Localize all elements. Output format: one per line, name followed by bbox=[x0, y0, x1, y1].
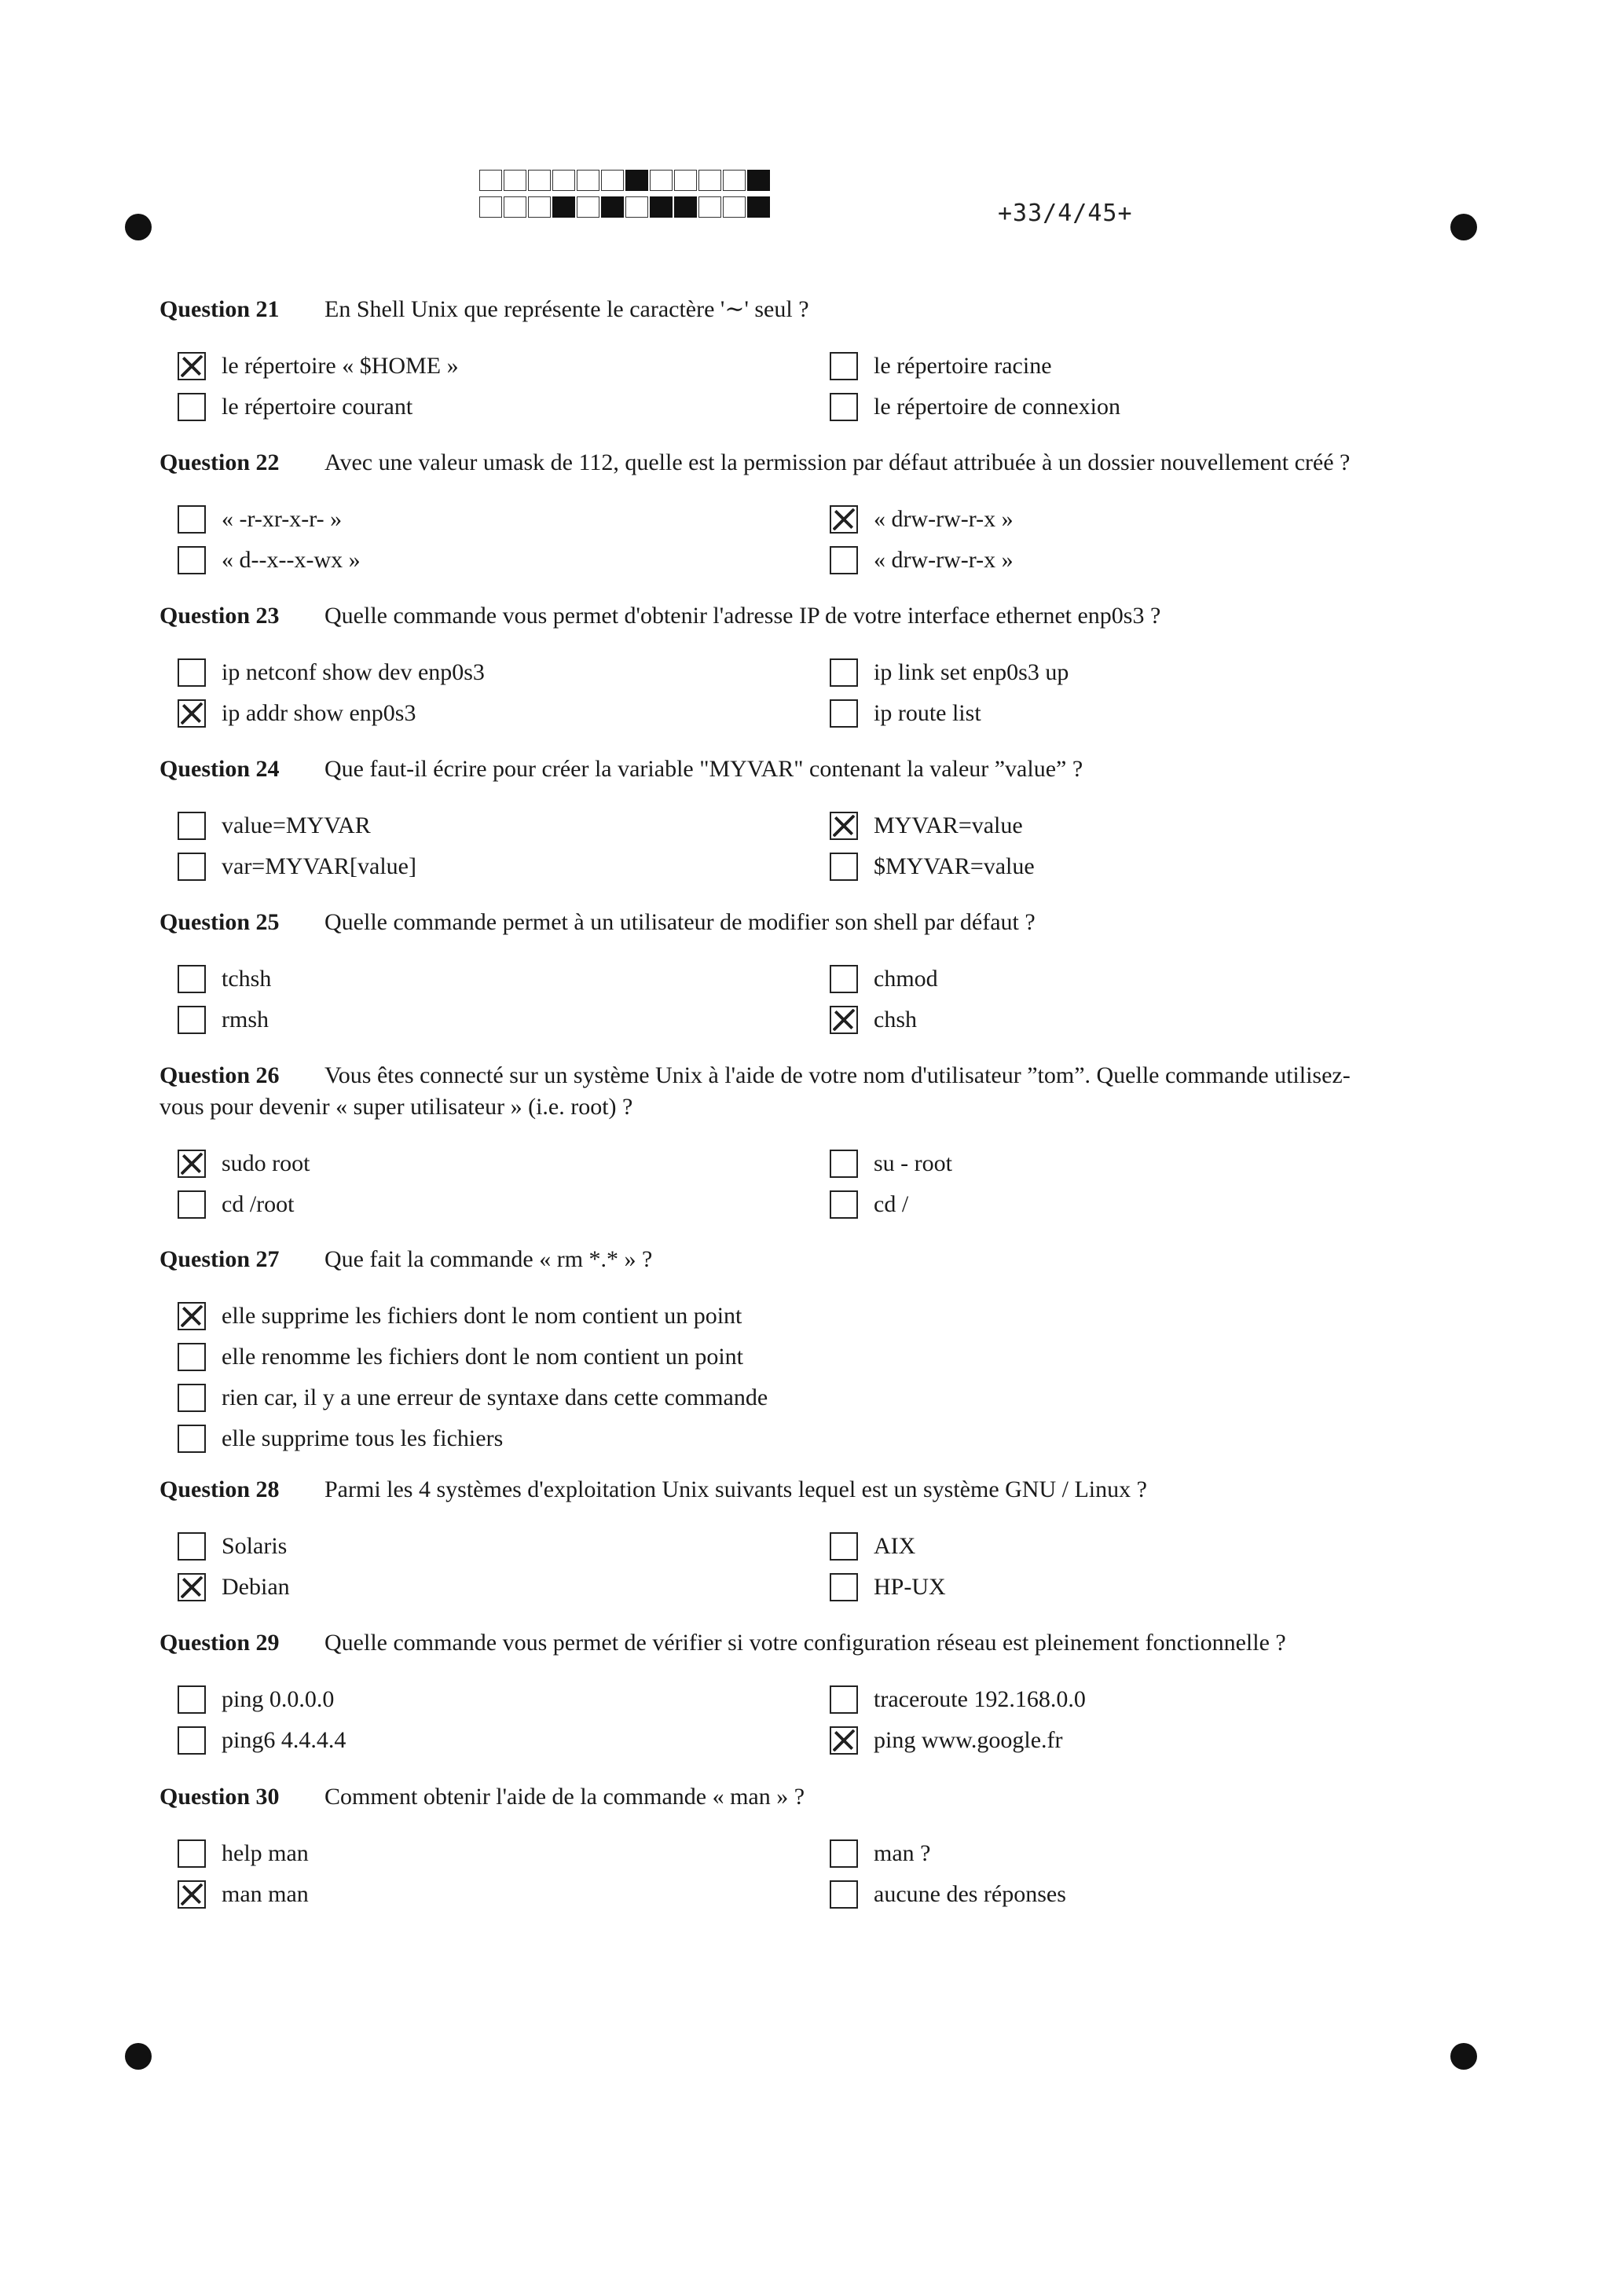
checked-checkbox[interactable] bbox=[178, 1880, 206, 1909]
answer-label: le répertoire « $HOME » bbox=[222, 353, 459, 379]
checkbox[interactable] bbox=[830, 1532, 858, 1561]
question-number: Question 24 bbox=[159, 756, 280, 782]
id-barcode-cell bbox=[698, 170, 721, 191]
id-barcode-cell bbox=[650, 170, 673, 191]
answer-option[interactable] bbox=[178, 658, 485, 687]
checkbox[interactable] bbox=[830, 658, 858, 687]
answer-option[interactable] bbox=[178, 505, 342, 534]
id-barcode-cell bbox=[723, 170, 746, 191]
question-number: Question 29 bbox=[159, 1630, 280, 1656]
question-number: Question 25 bbox=[159, 909, 280, 935]
answer-label: su - root bbox=[874, 1150, 952, 1176]
checkbox[interactable] bbox=[830, 1190, 858, 1219]
answer-label: HP-UX bbox=[874, 1574, 946, 1600]
answer-label: le répertoire de connexion bbox=[874, 394, 1121, 420]
answer-label: ip link set enp0s3 up bbox=[874, 659, 1069, 685]
id-barcode-cell bbox=[528, 170, 551, 191]
answer-option[interactable] bbox=[178, 812, 371, 840]
answer-label: « drw-rw-r-x » bbox=[874, 506, 1014, 532]
id-barcode-cell bbox=[625, 196, 648, 218]
answer-option[interactable] bbox=[830, 1190, 908, 1219]
checked-checkbox[interactable] bbox=[178, 352, 206, 380]
question-header bbox=[159, 447, 1448, 479]
question-text: Comment obtenir l'aide de la commande « man » ? bbox=[324, 1784, 805, 1810]
checked-checkbox[interactable] bbox=[830, 505, 858, 534]
answer-label: MYVAR=value bbox=[874, 812, 1023, 838]
checkbox[interactable] bbox=[178, 812, 206, 840]
answer-label: rmsh bbox=[222, 1007, 269, 1032]
answer-option[interactable] bbox=[178, 1425, 503, 1453]
answer-label: Debian bbox=[222, 1574, 290, 1600]
checkbox[interactable] bbox=[830, 1685, 858, 1714]
checkbox[interactable] bbox=[830, 1880, 858, 1909]
answer-label: var=MYVAR[value] bbox=[222, 853, 416, 879]
id-barcode-row bbox=[479, 170, 772, 193]
checkbox[interactable] bbox=[830, 965, 858, 993]
checkbox[interactable] bbox=[178, 1839, 206, 1868]
answer-option[interactable] bbox=[830, 812, 1023, 840]
checked-checkbox[interactable] bbox=[830, 1726, 858, 1755]
answer-label: rien car, il y a une erreur de syntaxe dans cette commande bbox=[222, 1385, 768, 1410]
checkbox[interactable] bbox=[178, 1685, 206, 1714]
question-text: En Shell Unix que représente le caractère '∼' seul ? bbox=[324, 296, 809, 322]
answer-option[interactable] bbox=[178, 546, 361, 574]
answer-option[interactable] bbox=[830, 1532, 915, 1561]
answer-label: « drw-rw-r-x » bbox=[874, 547, 1014, 573]
answer-label: AIX bbox=[874, 1533, 916, 1559]
id-barcode bbox=[479, 170, 772, 223]
question-header bbox=[159, 1781, 1448, 1813]
question-number: Question 28 bbox=[159, 1476, 280, 1502]
answer-option[interactable] bbox=[178, 1384, 768, 1412]
id-barcode-cell bbox=[577, 196, 599, 218]
checkbox[interactable] bbox=[178, 1726, 206, 1755]
id-barcode-cell bbox=[625, 170, 648, 191]
answer-label: ping www.google.fr bbox=[874, 1727, 1063, 1753]
id-barcode-cell bbox=[479, 170, 502, 191]
question-header bbox=[159, 1060, 1448, 1091]
checked-checkbox[interactable] bbox=[178, 1150, 206, 1178]
question-21 bbox=[159, 294, 1448, 325]
id-barcode-cell bbox=[552, 170, 575, 191]
id-barcode-cell bbox=[504, 196, 526, 218]
question-text-continued: vous pour devenir « super utilisateur » (i.e. root) ? bbox=[159, 1094, 633, 1120]
answer-label: tchsh bbox=[222, 966, 272, 992]
checkbox[interactable] bbox=[178, 1425, 206, 1453]
answer-label: ip addr show enp0s3 bbox=[222, 700, 416, 726]
answer-option[interactable] bbox=[830, 853, 1035, 881]
answer-label: ping 0.0.0.0 bbox=[222, 1686, 335, 1712]
answer-label: chmod bbox=[874, 966, 938, 992]
checkbox[interactable] bbox=[830, 546, 858, 574]
question-30 bbox=[159, 1781, 1448, 1813]
answer-option[interactable] bbox=[830, 1573, 946, 1601]
checked-checkbox[interactable] bbox=[178, 1573, 206, 1601]
answer-option[interactable] bbox=[830, 965, 938, 993]
answer-option[interactable] bbox=[830, 393, 1120, 421]
answer-option[interactable] bbox=[830, 1685, 1086, 1714]
page-code: +33/4/45+ bbox=[998, 200, 1133, 227]
answer-label: elle renomme les fichiers dont le nom contient un point bbox=[222, 1344, 743, 1370]
checkbox[interactable] bbox=[830, 1150, 858, 1178]
checkbox[interactable] bbox=[830, 699, 858, 728]
question-header bbox=[159, 294, 1448, 325]
id-barcode-cell bbox=[577, 170, 599, 191]
checked-checkbox[interactable] bbox=[830, 1006, 858, 1034]
id-barcode-cell bbox=[504, 170, 526, 191]
answer-label: cd / bbox=[874, 1191, 909, 1217]
answer-option[interactable] bbox=[178, 699, 416, 728]
answer-option[interactable] bbox=[178, 1573, 290, 1601]
checkbox[interactable] bbox=[178, 853, 206, 881]
id-barcode-cell bbox=[601, 196, 624, 218]
answer-option[interactable] bbox=[178, 853, 416, 881]
question-25 bbox=[159, 907, 1448, 938]
answer-option[interactable] bbox=[830, 1880, 1066, 1909]
question-header bbox=[159, 1627, 1448, 1659]
question-26 bbox=[159, 1060, 1448, 1123]
answer-label: man man bbox=[222, 1881, 309, 1907]
id-barcode-cell bbox=[552, 196, 575, 218]
checkbox[interactable] bbox=[178, 505, 206, 534]
question-text: Quelle commande permet à un utilisateur de modifier son shell par défaut ? bbox=[324, 909, 1036, 935]
question-number: Question 22 bbox=[159, 449, 280, 475]
answer-option[interactable] bbox=[178, 1880, 309, 1909]
question-header bbox=[159, 754, 1448, 785]
question-28 bbox=[159, 1474, 1448, 1506]
answer-option[interactable] bbox=[178, 1343, 743, 1371]
answer-label: sudo root bbox=[222, 1150, 310, 1176]
id-barcode-cell bbox=[747, 196, 770, 218]
answer-label: ip route list bbox=[874, 700, 981, 726]
answer-option[interactable] bbox=[830, 352, 1052, 380]
question-23 bbox=[159, 600, 1448, 632]
registration-mark-top-right bbox=[1450, 214, 1477, 240]
checkbox[interactable] bbox=[178, 546, 206, 574]
checkbox[interactable] bbox=[830, 393, 858, 421]
checkbox[interactable] bbox=[830, 352, 858, 380]
answer-option[interactable] bbox=[178, 1532, 287, 1561]
checked-checkbox[interactable] bbox=[178, 699, 206, 728]
question-number: Question 30 bbox=[159, 1784, 280, 1810]
answer-label: traceroute 192.168.0.0 bbox=[874, 1686, 1086, 1712]
checked-checkbox[interactable] bbox=[830, 812, 858, 840]
answer-option[interactable] bbox=[178, 393, 412, 421]
answer-option[interactable] bbox=[830, 546, 1014, 574]
id-barcode-cell bbox=[674, 170, 697, 191]
registration-mark-bottom-left bbox=[125, 2043, 152, 2070]
registration-mark-top-left bbox=[125, 214, 152, 240]
id-barcode-cell bbox=[601, 170, 624, 191]
checkbox[interactable] bbox=[178, 965, 206, 993]
answer-option[interactable] bbox=[178, 1685, 334, 1714]
id-barcode-row bbox=[479, 196, 772, 219]
checkbox[interactable] bbox=[178, 1343, 206, 1371]
checkbox[interactable] bbox=[830, 1839, 858, 1868]
checkbox[interactable] bbox=[178, 1006, 206, 1034]
answer-option[interactable] bbox=[178, 1302, 742, 1330]
answer-option[interactable] bbox=[830, 1839, 930, 1868]
answer-option[interactable] bbox=[830, 699, 981, 728]
registration-mark-bottom-right bbox=[1450, 2043, 1477, 2070]
answer-option[interactable] bbox=[178, 1006, 269, 1034]
question-27 bbox=[159, 1244, 1448, 1275]
answer-label: cd /root bbox=[222, 1191, 295, 1217]
question-29 bbox=[159, 1627, 1448, 1659]
answer-option[interactable] bbox=[178, 965, 271, 993]
id-barcode-cell bbox=[479, 196, 502, 218]
question-text: Que fait la commande « rm *.* » ? bbox=[324, 1246, 653, 1272]
answer-label: $MYVAR=value bbox=[874, 853, 1035, 879]
question-number: Question 26 bbox=[159, 1062, 280, 1088]
question-text: Quelle commande vous permet de vérifier si votre configuration réseau est pleinement fonctionnelle ? bbox=[324, 1630, 1286, 1656]
answer-label: Solaris bbox=[222, 1533, 288, 1559]
answer-option[interactable] bbox=[830, 1006, 917, 1034]
answer-option[interactable] bbox=[178, 1726, 346, 1755]
answer-label: elle supprime tous les fichiers bbox=[222, 1425, 504, 1451]
question-text: Que faut-il écrire pour créer la variable "MYVAR" contenant la valeur ”value” ? bbox=[324, 756, 1083, 782]
answer-option[interactable] bbox=[830, 505, 1014, 534]
answer-option[interactable] bbox=[830, 658, 1069, 687]
answer-label: aucune des réponses bbox=[874, 1881, 1066, 1907]
id-barcode-cell bbox=[698, 196, 721, 218]
answer-option[interactable] bbox=[178, 352, 459, 380]
id-barcode-cell bbox=[747, 170, 770, 191]
answer-label: help man bbox=[222, 1840, 309, 1866]
checked-checkbox[interactable] bbox=[178, 1302, 206, 1330]
checkbox[interactable] bbox=[178, 1384, 206, 1412]
id-barcode-cell bbox=[528, 196, 551, 218]
answer-label: ping6 4.4.4.4 bbox=[222, 1727, 346, 1753]
answer-label: chsh bbox=[874, 1007, 917, 1032]
question-number: Question 21 bbox=[159, 296, 280, 322]
question-text: Vous êtes connecté sur un système Unix à l'aide de votre nom d'utilisateur ”tom”. Quelle commande utilisez- bbox=[324, 1062, 1351, 1088]
answer-option[interactable] bbox=[178, 1839, 309, 1868]
question-number: Question 27 bbox=[159, 1246, 280, 1272]
answer-option[interactable] bbox=[178, 1150, 310, 1178]
question-header bbox=[159, 1474, 1448, 1506]
question-22 bbox=[159, 447, 1448, 479]
question-header bbox=[159, 1244, 1448, 1275]
answer-label: elle supprime les fichiers dont le nom contient un point bbox=[222, 1303, 742, 1329]
answer-label: ip netconf show dev enp0s3 bbox=[222, 659, 485, 685]
answer-label: « d--x--x-wx » bbox=[222, 547, 361, 573]
checkbox[interactable] bbox=[178, 1532, 206, 1561]
checkbox[interactable] bbox=[830, 1573, 858, 1601]
id-barcode-cell bbox=[650, 196, 673, 218]
question-24 bbox=[159, 754, 1448, 785]
question-header bbox=[159, 600, 1448, 632]
checkbox[interactable] bbox=[178, 393, 206, 421]
answer-option[interactable] bbox=[830, 1726, 1063, 1755]
answer-label: value=MYVAR bbox=[222, 812, 371, 838]
id-barcode-cell bbox=[723, 196, 746, 218]
question-number: Question 23 bbox=[159, 603, 280, 629]
id-barcode-cell bbox=[674, 196, 697, 218]
checkbox[interactable] bbox=[178, 658, 206, 687]
answer-label: « -r-xr-x-r- » bbox=[222, 506, 343, 532]
checkbox[interactable] bbox=[830, 853, 858, 881]
question-text: Quelle commande vous permet d'obtenir l'adresse IP de votre interface ethernet enp0s3 ? bbox=[324, 603, 1161, 629]
question-text: Avec une valeur umask de 112, quelle est la permission par défaut attribuée à un dossier nouvellement créé ? bbox=[324, 449, 1351, 475]
answer-option[interactable] bbox=[178, 1190, 294, 1219]
answer-label: le répertoire courant bbox=[222, 394, 413, 420]
question-header bbox=[159, 907, 1448, 938]
answer-label: man ? bbox=[874, 1840, 931, 1866]
question-text: Parmi les 4 systèmes d'exploitation Unix suivants lequel est un système GNU / Linux ? bbox=[324, 1476, 1147, 1502]
checkbox[interactable] bbox=[178, 1190, 206, 1219]
answer-option[interactable] bbox=[830, 1150, 952, 1178]
answer-label: le répertoire racine bbox=[874, 353, 1052, 379]
